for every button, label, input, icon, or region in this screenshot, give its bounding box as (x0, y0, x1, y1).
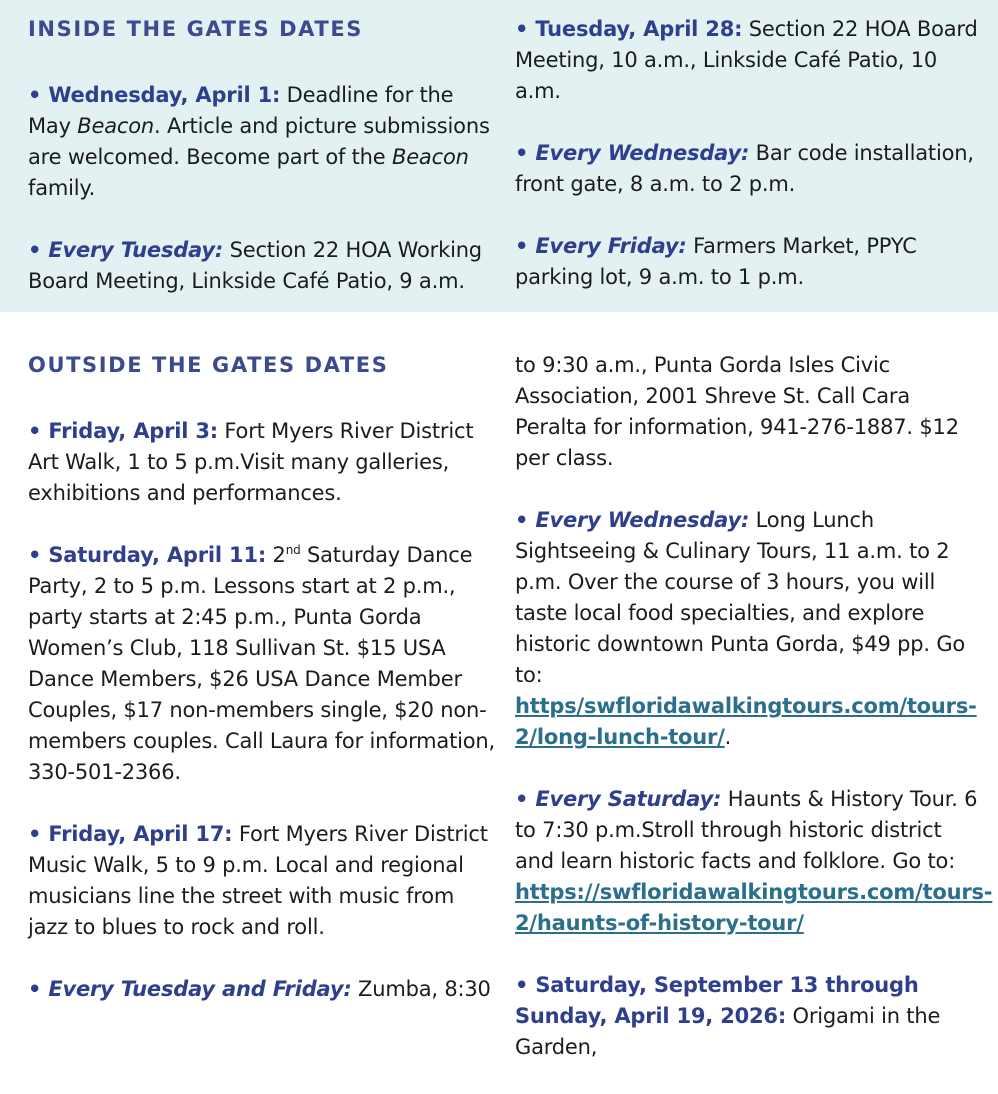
tour-link[interactable]: https/swfloridawalkingtours.com/tours-2/long-lunch-tour/ (515, 694, 977, 749)
event-entry (515, 505, 985, 753)
event-text: Zumba, 8:30 (351, 977, 491, 1001)
event-entry (515, 14, 985, 107)
event-entry-continued: to 9:30 a.m., Punta Gorda Isles Civic Association, 2001 Shreve St. Call Cara Peralta for information, 941-276-1887. $12 per class. (515, 353, 959, 470)
event-text: Section 22 HOA Board Meeting, 10 a.m., Linkside Café Patio, 10 a.m. (515, 17, 978, 103)
event-text: Fort Myers River District Music Walk, 5 to 9 p.m. Local and regional musicians line the street with music from jazz to blues to rock and roll. (28, 822, 488, 939)
outside-heading: OUTSIDE THE GATES DATES (28, 353, 389, 377)
event-date: • Friday, April 17: (28, 822, 233, 846)
event-text: Long Lunch Sightseeing & Culinary Tours, 11 a.m. to 2 p.m. Over the course of 3 hours, you will taste local food specialties, and explore historic downtown Punta Gorda, $49 pp. Go to: (515, 508, 966, 687)
event-text: Fort Myers River District Art Walk, 1 to 5 p.m.Visit many galleries, exhibitions and performances. (28, 419, 474, 505)
inside-heading: INSIDE THE GATES DATES (28, 17, 363, 41)
event-date: • Every Wednesday: (515, 508, 750, 532)
tour-link[interactable]: https://swfloridawalkingtours.com/tours-2/haunts-of-history-tour/ (515, 880, 993, 935)
event-text: family. (28, 176, 96, 200)
event-date: • Every Wednesday: (515, 141, 750, 165)
event-entry (515, 784, 993, 939)
event-date: • Every Tuesday and Friday: (28, 977, 352, 1001)
event-text: Haunts & History Tour. 6 to 7:30 p.m.Stroll through historic district and learn historic facts and folklore. Go to: (515, 787, 978, 873)
event-entry (28, 974, 498, 1005)
event-text: Deadline for the May (28, 83, 454, 138)
ordinal-suffix: nd (285, 543, 301, 557)
event-text: Section 22 HOA Working Board Meeting, Linkside Café Patio, 9 a.m. (28, 238, 482, 293)
event-date: • Every Saturday: (515, 787, 722, 811)
event-text: . Article and picture submissions are welcomed. Become part of the (28, 114, 490, 169)
event-entry (515, 970, 985, 1063)
publication-name: Beacon (77, 114, 154, 138)
event-entry (28, 235, 498, 297)
inside-right-column (515, 14, 985, 324)
event-text: Farmers Market, PPYC parking lot, 9 a.m. to 1 p.m. (515, 234, 917, 289)
event-text: Origami in the Garden, (515, 1004, 941, 1059)
event-date: • Every Friday: (515, 234, 687, 258)
event-date: • Every Tuesday: (28, 238, 224, 262)
event-date: • Saturday, September 13 through Sunday, April 19, 2026: (515, 973, 919, 1028)
event-text: Saturday Dance Party, 2 to 5 p.m. Lessons start at 2 p.m., party starts at 2:45 p.m., Punta Gorda Women’s Club, 118 Sullivan St. $15 USA Dance Members, $26 USA Dance Member Couples, $17 non-members single, $20 non-members couples. Call Laura for information, 330-501-2366. (28, 543, 495, 784)
outside-gates-section (0, 312, 998, 1059)
inside-gates-section (0, 0, 998, 312)
event-date: • Tuesday, April 28: (515, 17, 743, 41)
event-entry (515, 231, 985, 293)
event-date: • Friday, April 3: (28, 419, 218, 443)
outside-right-column (515, 350, 993, 1094)
event-entry (28, 416, 498, 509)
event-date: • Saturday, April 11: (28, 543, 267, 567)
publication-name: Beacon (392, 145, 469, 169)
event-text: 2 (266, 543, 286, 567)
event-entry (28, 80, 498, 204)
event-entry (515, 138, 985, 200)
outside-left-column (28, 350, 498, 1036)
inside-left-column (28, 14, 498, 328)
event-date: • Wednesday, April 1: (28, 83, 281, 107)
event-entry (28, 540, 498, 788)
event-text: . (724, 725, 732, 749)
event-text: Bar code installation, front gate, 8 a.m. to 2 p.m. (515, 141, 974, 196)
event-entry (28, 819, 498, 943)
